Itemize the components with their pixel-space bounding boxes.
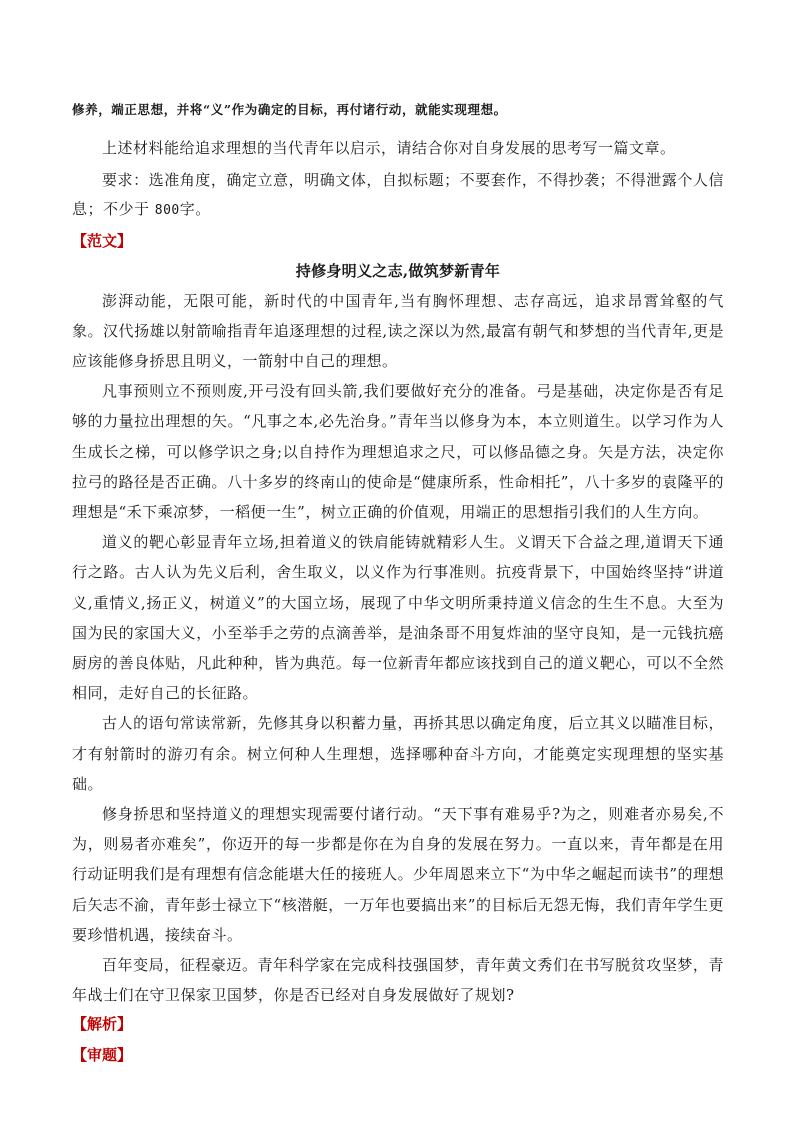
requirement-text: 要求：选准角度，确定立意，明确文体，自拟标题；不要套作，不得抄袭；不得泄露个人信息；不少于: [72, 170, 724, 218]
label-fanwen: 【范文】: [72, 231, 133, 250]
essay-paragraph-1: 澎湃动能，无限可能，新时代的中国青年,当有胸怀理想、志存高远，追求昂霄耸壑的气象。汉代扬雄以射箭喻指青年追逐理想的过程,读之深以为然,最富有朝气和梦想的当代青年,更是应该能修身挢思且明义，一箭射中自己的理想。: [72, 291, 724, 370]
essay-paragraph-4: 古人的语句常读常新，先修其身以积蓄力量，再挢其思以确定角度，后立其义以瞄准目标，才有射箭时的游刃有余。树立何种人生理想，选择哪种奋斗方向，才能奠定实现理想的坚实基础。: [72, 714, 724, 793]
prompt-paragraph: 上述材料能给追求理想的当代青年以启示，请结合你对自身发展的思考写一篇文章。: [102, 139, 676, 157]
essay-body: [72, 286, 724, 1011]
essay-paragraph-5: 修身挢思和坚持道义的理想实现需要付诸行动。“天下事有难易乎?为之，则难者亦易矣,不为，则易者亦难矣”，你迈开的每一步都是你在为自身的发展在努力。一直以来，青年都是在用行动证明我们是有理想有信念能堪大任的接班人。少年周恩来立下“为中华之崛起而读书”的理想后矢志不渝，青年彭士禄立下“核潜艇，一万年也要搞出来”的目标后无怨无悔，我们青年学生更要珍惜机遇，接续奋斗。: [72, 804, 724, 944]
document-content: [72, 98, 724, 1068]
requirement-paragraph: [72, 166, 724, 226]
essay-paragraph-6: 百年变局，征程豪迈。青年科学家在完成科技强国梦，青年黄文秀们在书写脱贫攻坚梦，青年战士们在守卫保家卫国梦，你是否已经对自身发展做好了规划?: [72, 955, 724, 1005]
material-tail-line: 修养，端正思想，并将“义”作为确定的目标，再付诸行动，就能实现理想。: [72, 102, 507, 117]
label-jiexi: 【解析】: [72, 1015, 133, 1034]
essay-paragraph-3: 道义的靶心彰显青年立场,担着道义的铁肩能铸就精彩人生。义谓天下合益之理,道谓天下通行之路。古人认为先义后利，舍生取义，以义作为行事准则。抗疫背景下，中国始终坚持“讲道义,重情义,扬正义，树道义”的大国立场，展现了中华文明所秉持道义信念的生生不息。大至为国为民的家国大义，小至举手之劳的点滴善举，是油条哥不用复炸油的坚守良知，是一元钱抗癌厨房的善良体贴，凡此种种，皆为典范。每一位新青年都应该找到自己的道义靶心，可以不全然相同，走好自己的长征路。: [72, 533, 724, 703]
label-shenti: 【审题】: [72, 1046, 133, 1065]
requirement-word-count: 800: [154, 203, 180, 218]
requirement-tail: 字。: [179, 200, 211, 218]
essay-title: 持修身明义之志,做筑梦新青年: [295, 261, 501, 280]
essay-paragraph-2: 凡事预则立不预则废,开弓没有回头箭,我们要做好充分的准备。弓是基础，决定你是否有足够的力量拉出理想的矢。“凡事之本,必先治身。”青年当以修身为本，本立则道生。以学习作为人生成长之梯，可以修学识之身;以自持作为理想追求之尺，可以修品德之身。矢是方法，决定你拉弓的路径是否正确。八十多岁的终南山的使命是“健康所系，性命相托”，八十多岁的袁隆平的理想是“禾下乘凉梦，一稻便一生”，树立正确的价值观，用端正的思想指引我们的人生方向。: [72, 382, 724, 521]
